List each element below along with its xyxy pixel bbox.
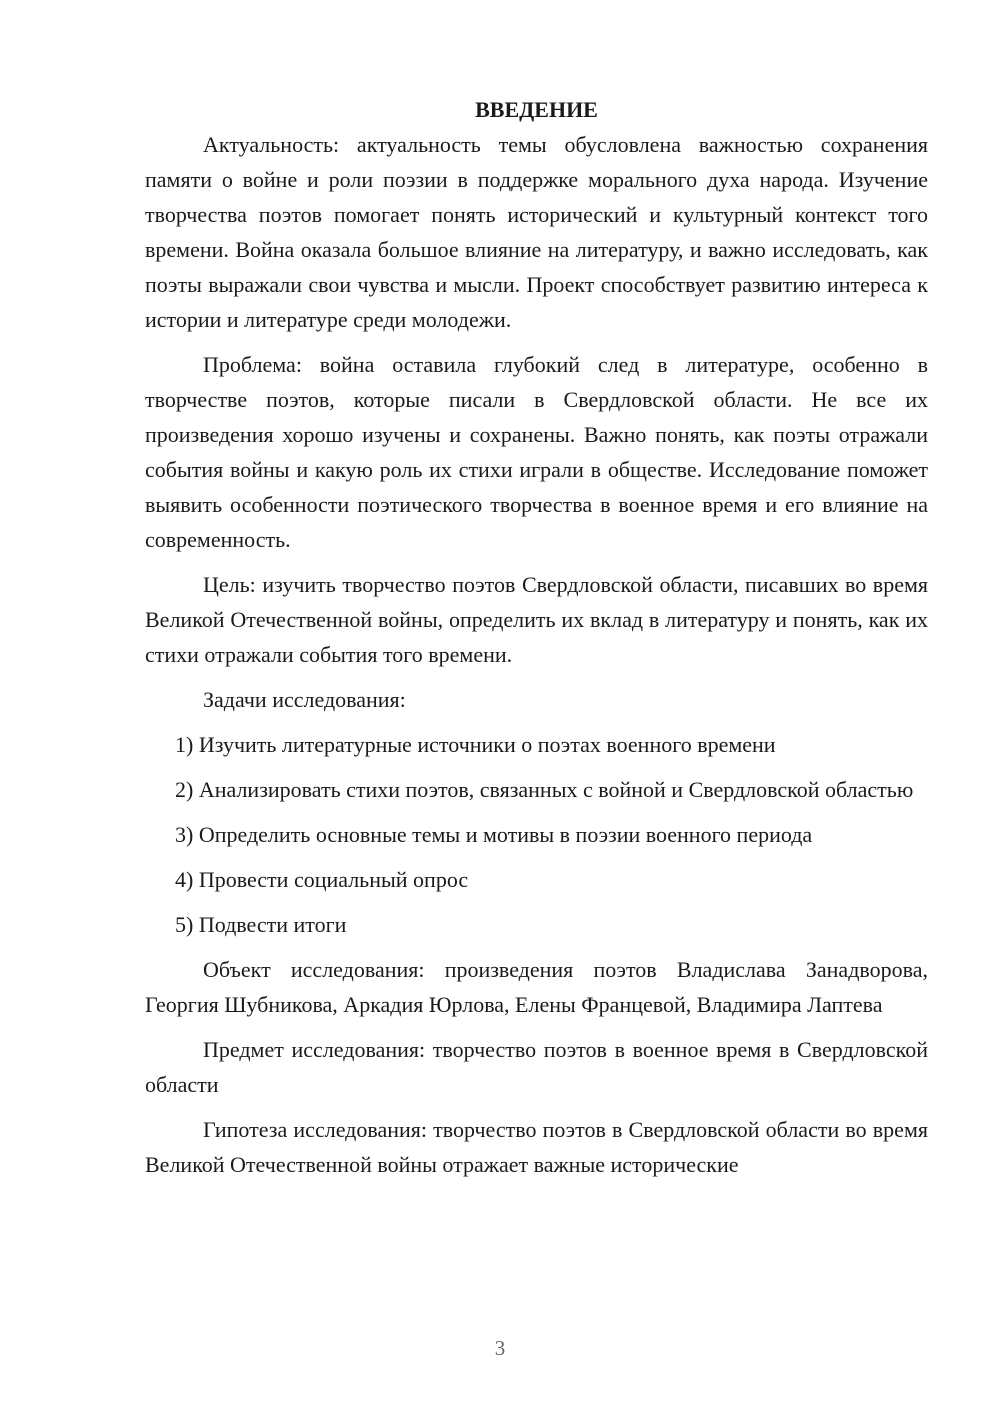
task-item: 5) Подвести итоги bbox=[175, 912, 347, 937]
task-item: 1) Изучить литературные источники о поэтах военного времени bbox=[175, 732, 776, 757]
paragraph-relevance: Актуальность: актуальность темы обусловлена важностью сохранения памяти о войне и роли поэзии в поддержке морального духа народа. Изучение творчества поэтов помогает понять исторический и культурный контекст того времени. Война оказала большое влияние на литературу, и важно исследовать, как поэты выражали свои чувства и мысли. Проект способствует развитию интереса к истории и литературе среди молодежи. bbox=[145, 132, 928, 332]
page-content bbox=[145, 92, 928, 1182]
task-item: 4) Провести социальный опрос bbox=[175, 867, 469, 892]
paragraph-goal: Цель: изучить творчество поэтов Свердловской области, писавших во время Великой Отечественной войны, определить их вклад в литературу и понять, как их стихи отражали события того времени. bbox=[145, 572, 928, 667]
page-number: 3 bbox=[494, 1336, 506, 1360]
section-heading: ВВЕДЕНИЕ bbox=[475, 97, 598, 122]
task-item: 3) Определить основные темы и мотивы в поэзии военного периода bbox=[175, 822, 813, 847]
paragraph-subject: Предмет исследования: творчество поэтов в военное время в Свердловской области bbox=[145, 1037, 928, 1097]
task-item: 2) Анализировать стихи поэтов, связанных с войной и Свердловской областью bbox=[175, 777, 914, 802]
paragraph-problem: Проблема: война оставила глубокий след в литературе, особенно в творчестве поэтов, которые писали в Свердловской области. Не все их произведения хорошо изучены и сохранены. Важно понять, как поэты отражали события войны и какую роль их стихи играли в обществе. Исследование поможет выявить особенности поэтического творчества в военное время и его влияние на современность. bbox=[145, 352, 928, 552]
tasks-intro: Задачи исследования: bbox=[203, 687, 406, 712]
paragraph-object: Объект исследования: произведения поэтов Владислава Занадворова, Георгия Шубникова, Аркадия Юрлова, Елены Францевой, Владимира Лаптева bbox=[145, 957, 928, 1017]
paragraph-hypothesis: Гипотеза исследования: творчество поэтов в Свердловской области во время Великой Отечественной войны отражает важные исторические bbox=[145, 1117, 928, 1177]
